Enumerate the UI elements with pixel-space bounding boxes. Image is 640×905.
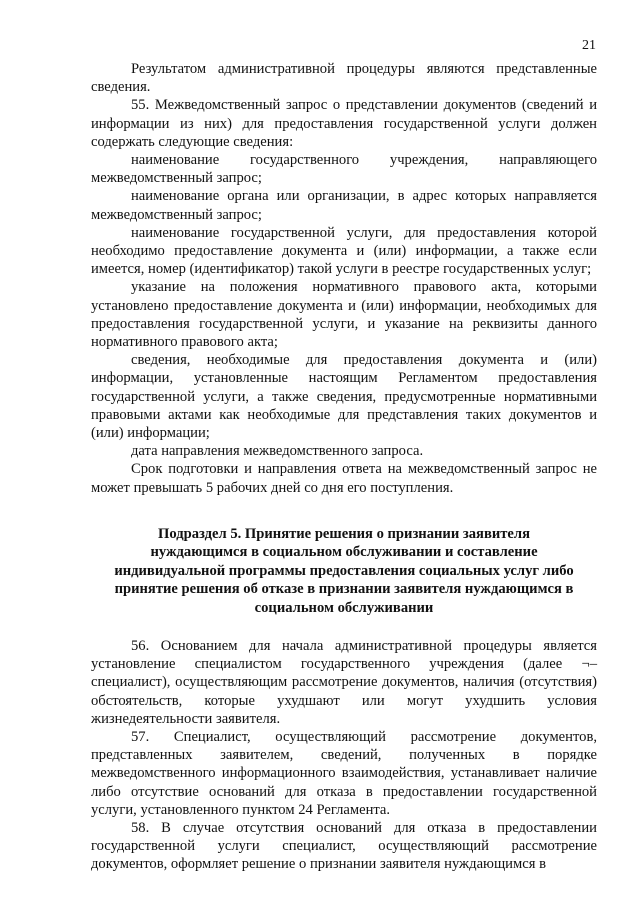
- paragraph-58: 58. В случае отсутствия оснований для отказа в предоставлении государственной услуги специалист, осуществляющий рассмотрение документов, оформляет решение о признании заявителя нуждающимся в: [91, 819, 597, 873]
- section-heading-line-1: Подраздел 5. Принятие решения о признании заявителя: [158, 525, 530, 542]
- section-heading-line-3: индивидуальной программы предоставления социальных услуг либо: [114, 562, 574, 579]
- paragraph-response-deadline: Срок подготовки и направления ответа на межведомственный запрос не может превышать 5 рабочих дней со дня его поступления.: [91, 461, 597, 496]
- list-item-institution-name: наименование государственного учреждения, направляющего межведомственный запрос;: [91, 152, 597, 187]
- paragraph-57: 57. Специалист, осуществляющий рассмотрение документов, представленных заявителем, сведений, полученных в порядке межведомственного информационного взаимодействия, устанавливает наличие либо отсутствие оснований для отказа в предоставлении государственной услуги, установленного пунктом 24 Регламента.: [91, 728, 597, 818]
- section-heading: [91, 525, 597, 617]
- paragraph-result-statement: Результатом административной процедуры являются представленные сведения.: [91, 61, 597, 96]
- section-heading-line-4: принятие решения об отказе в признании заявителя нуждающимся в: [114, 581, 574, 598]
- list-item-legal-act: указание на положения нормативного правового акта, которыми установлено предоставление документа и (или) информации, необходимых для предоставления государственной услуги, и указание на реквизиты данного нормативного правового акта;: [91, 279, 597, 351]
- section-heading-line-2: нуждающимся в социальном обслуживании и составление: [150, 544, 538, 561]
- list-item-request-date: дата направления межведомственного запроса.: [131, 443, 424, 460]
- page-number: 21: [582, 38, 596, 53]
- list-item-required-info: сведения, необходимые для предоставления документа и (или) информации, установленные настоящим Регламентом предоставления государственной услуги, а также сведения, предусмотренные нормативными правовыми актами как необходимые для представления таких документов и (или) информации;: [91, 352, 597, 442]
- list-item-service-name: наименование государственной услуги, для предоставления которой необходимо предоставление документа и (или) информации, а также если имеется, номер (идентификатор) такой услуги в реестре государственных услуг;: [91, 224, 597, 278]
- list-item-organ-name: наименование органа или организации, в адрес которых направляется межведомственный запрос;: [91, 188, 597, 223]
- document-body: [91, 60, 597, 874]
- section-heading-line-5: социальном обслуживании: [254, 599, 434, 616]
- paragraph-55: 55. Межведомственный запрос о представлении документов (сведений и информации из них) для предоставления государственной услуги должен содержать следующие сведения:: [91, 97, 597, 150]
- paragraph-56: 56. Основанием для начала административной процедуры является установление специалистом государственного учреждения (далее ¬– специалист), осуществляющим рассмотрение документов, наличия (отсутствия) обстоятельств, которые ухудшают или могут ухудшить условия жизнедеятельности заявителя.: [91, 637, 597, 727]
